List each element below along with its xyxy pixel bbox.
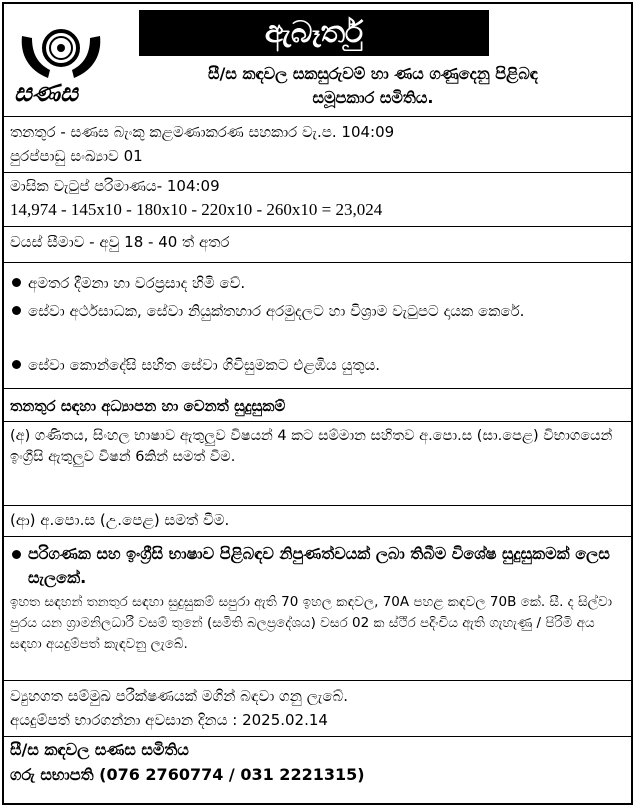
benefit-item: අමතර දීමනා හා වරප්‍රසාද හිමි වේ.	[10, 272, 616, 294]
org-line-2: සමූපකාර සමිතිය.	[312, 88, 434, 107]
vacancy-banner: ඇබෑර්තු	[139, 10, 489, 56]
benefit-item: සේවා කොන්දේසි සහිත සේවා ගිවිසුමකට එළඹිය යුතුය.	[10, 354, 616, 376]
divider	[2, 172, 631, 173]
bullet-icon	[12, 278, 21, 287]
bullet-icon	[12, 360, 21, 369]
age-limit: වයස් සීමාව - අවු 18 - 40 ත් අතර	[10, 233, 230, 251]
divider	[2, 421, 631, 422]
vacancy-count: පුරප්පාඩු සංඛ්‍යාව 01	[10, 147, 143, 165]
salary-label: මාසික වැටුප් පරිමාණය- 104:09	[10, 177, 220, 195]
divider	[2, 226, 631, 227]
divider	[2, 116, 631, 117]
divider	[2, 505, 631, 506]
eligibility-text: ඉහත සඳහන් තනතුර සඳහා සුදුසුකම් සපුරා ඇති 70 ඉහල කඳවල, 70A පහළ කඳවල 70B කේ. සී. ද සිල්වා පුරය යන ග්‍රාමනිලධාරී වසම් තුනේ (සමිති බලප්‍රදේශය) වසර 02 ක ස්ථිර පදිංචිය ඇති ගැහැණු / පිරිමි අය සඳහා අයදුම්පත් කැඳවනු ලැබේ.	[10, 594, 613, 652]
qualification-b: (ආ) අ.පො.ස (උ.පෙළ) සමත් වීම.	[10, 511, 230, 529]
divider	[2, 536, 631, 537]
society-name: සී/ස කඳවල සණස සමිතිය	[10, 740, 189, 759]
divider	[2, 388, 631, 389]
org-line-1: සී/ස කඳවල සකසුරුවම් හා ණය ගණුදෙනු පිළිබඳ	[208, 64, 538, 83]
divider	[2, 736, 631, 737]
logo-text: සණස	[14, 78, 79, 107]
divider	[2, 262, 631, 263]
qualification-a: (අ) ගණිතය, සිංහල භාෂාව ඇතුලුව විෂයන් 4 කට සම්මාන සහිතව අ.පො.ස (සා.පෙළ) විභාගයෙන් ඉංග්‍රීසි ඇතුලුව විෂන් 6කින් සමත් වීම.	[10, 428, 613, 465]
bullet-icon	[12, 550, 21, 559]
qualifications-heading: තනතුර සඳහා අධ්‍යාපන හා වෙනත් සුදුසුකම්	[10, 397, 286, 415]
salary-scale: 14,974 - 145x10 - 180x10 - 220x10 - 260x10 = 23,024	[10, 200, 383, 219]
selection-method: ව්‍යුහගත සම්මුඛ පරීක්ෂණයක් මගින් බඳවා ගනු ලැබේ.	[10, 687, 349, 705]
divider	[2, 680, 631, 681]
position-title: තනතුර - සණස බැංකු කළමණාකරණ සහකාර වැ.ප. 104:09	[10, 123, 395, 141]
organization-name	[123, 62, 623, 110]
special-qualification: පරිගණක සහ ඉංග්‍රීසි භාෂාව පිළිබඳව නිපුණත්වයක් ලබා තිබීම විශේෂ සුදුසුකමක් ලෙස සැලකේ.	[10, 542, 616, 590]
bullet-icon	[12, 306, 21, 315]
closing-date: අයදුම්පත් භාරගන්නා අවසාන දිනය : 2025.02.14	[10, 711, 328, 729]
benefit-item: සේවා අර්ථසාධක, සේවා නියුක්තහාර අරමුදලට හා විශ්‍රාම වැටුපට දායක කෙරේ.	[10, 300, 616, 322]
contact-details: ගරු සභාපති (076 2760774 / 031 2221315)	[10, 765, 365, 784]
